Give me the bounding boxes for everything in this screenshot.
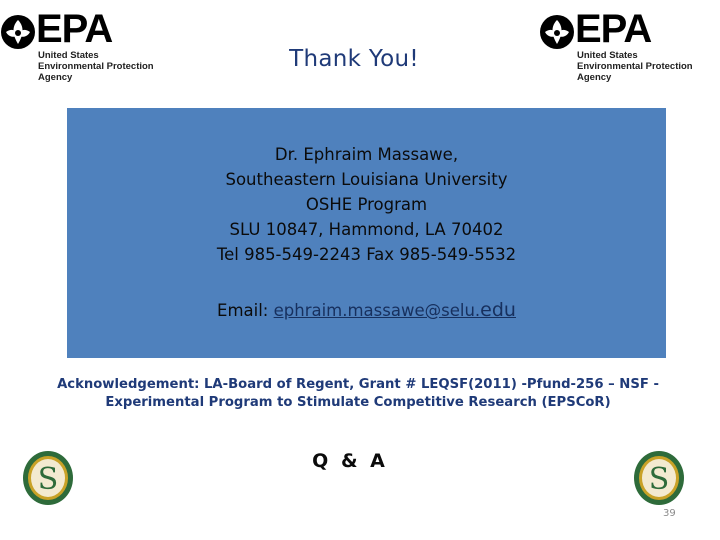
acknowledgement-line-1: Acknowledgement: LA-Board of Regent, Grant # LEQSF(2011) -Pfund-256 – NSF -: [57, 377, 659, 392]
contact-university: Southeastern Louisiana University: [225, 170, 508, 189]
contact-name: Dr. Ephraim Massawe,: [274, 145, 459, 164]
epa-wordmark: EPA: [36, 7, 113, 51]
contact-info-box: [67, 108, 666, 358]
epa-line-2: Environmental Protection: [38, 61, 154, 72]
email-link[interactable]: [274, 301, 516, 320]
epa-line-2: Environmental Protection: [577, 61, 693, 72]
epa-line-3: Agency: [577, 72, 612, 83]
page-number: 39: [663, 508, 676, 519]
contact-program: OSHE Program: [305, 195, 428, 214]
acknowledgement: [40, 376, 676, 412]
epa-line-1: United States: [38, 50, 99, 61]
epa-line-1: United States: [577, 50, 638, 61]
email-suffix: edu: [480, 299, 516, 321]
epa-wordmark: EPA: [575, 7, 652, 51]
contact-lines: [67, 142, 666, 267]
university-seal-icon: [22, 450, 74, 506]
email-line: [67, 299, 666, 321]
acknowledgement-line-2: Experimental Program to Stimulate Competitive Research (EPSCoR): [105, 395, 611, 410]
qa-heading: Q & A: [312, 450, 388, 472]
contact-address: SLU 10847, Hammond, LA 70402: [229, 220, 504, 239]
email-address: ephraim.massawe@selu.: [273, 301, 481, 320]
slide-title: Thank You!: [289, 46, 419, 72]
epa-flower-icon: [0, 14, 36, 50]
email-label: Email:: [217, 301, 274, 320]
epa-flower-icon: [539, 14, 575, 50]
seal-letter: S: [37, 462, 59, 497]
epa-line-3: Agency: [38, 72, 73, 83]
contact-phone: Tel 985-549-2243 Fax 985-549-5532: [216, 245, 517, 264]
seal-letter: S: [648, 462, 670, 497]
university-seal-icon: [633, 450, 685, 506]
